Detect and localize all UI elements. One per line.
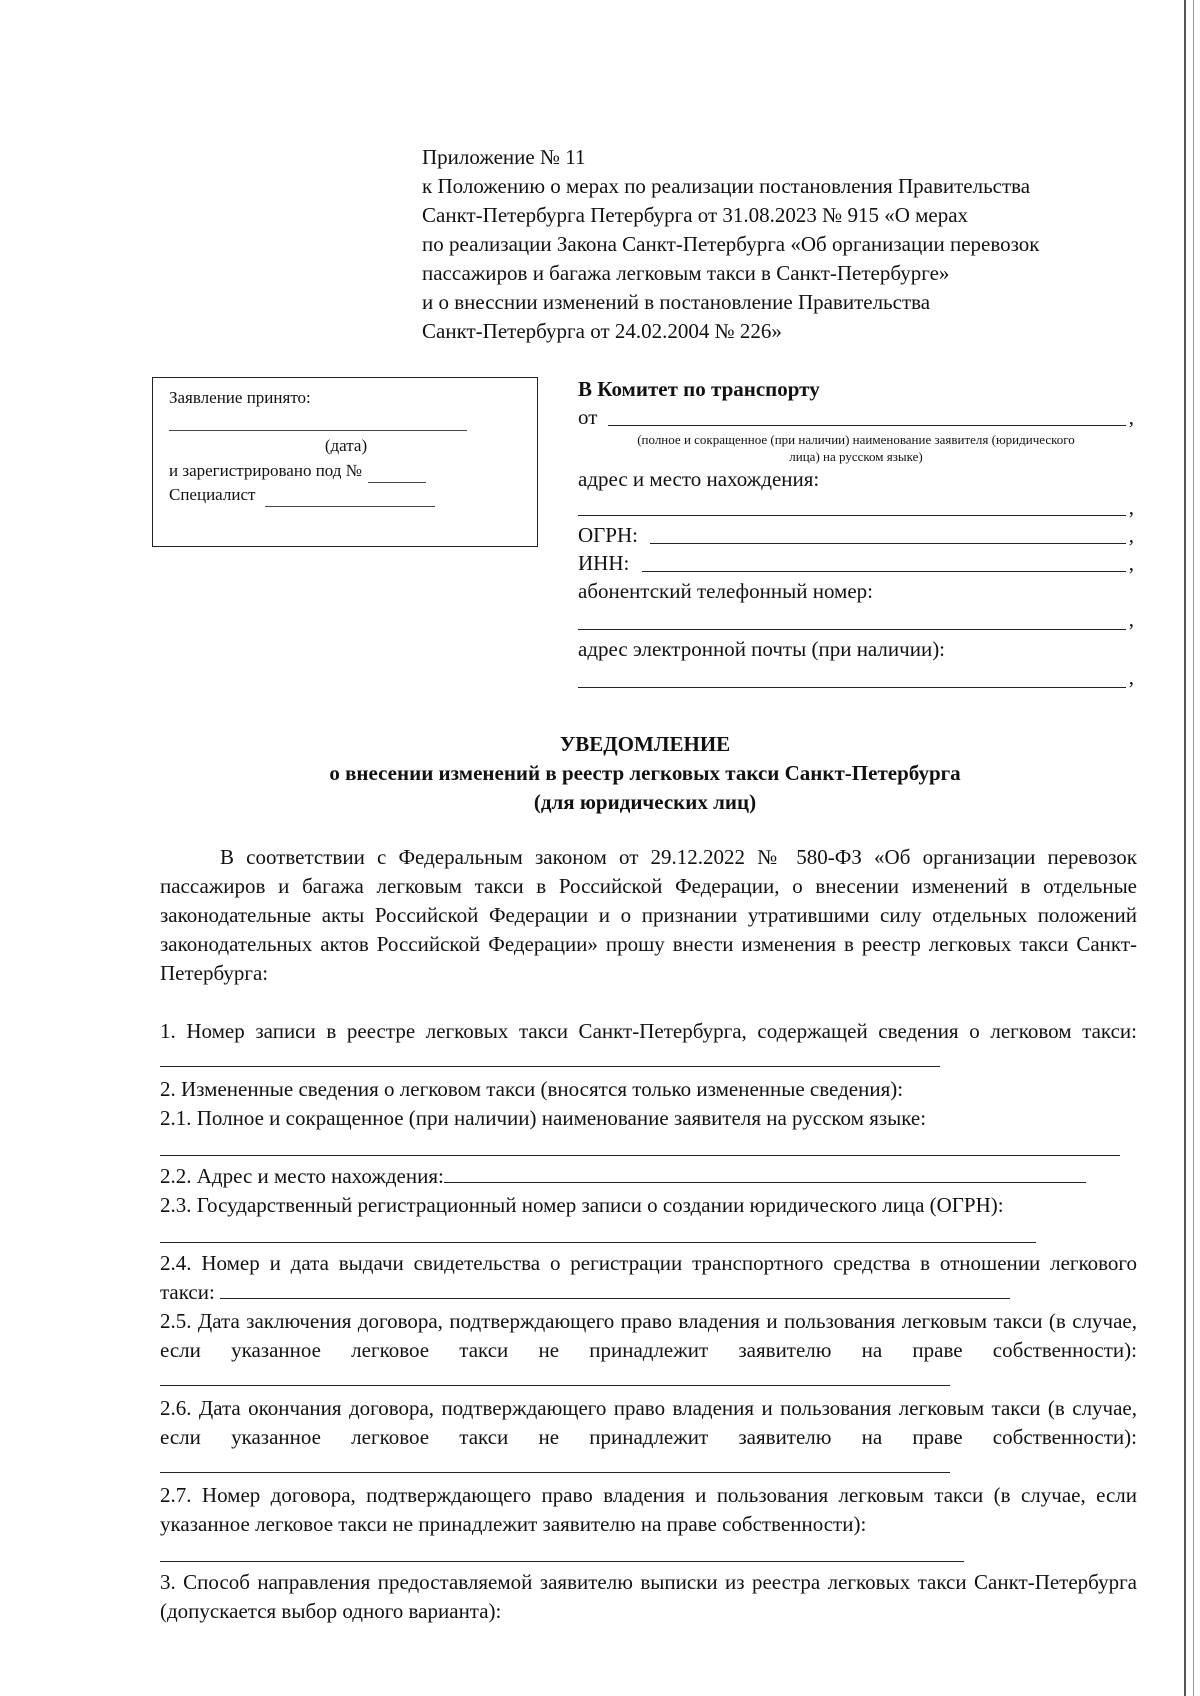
date-label: (дата) [324, 436, 368, 455]
item-2-4 [160, 1249, 1137, 1307]
inn-row [578, 549, 1134, 577]
intro-paragraph [160, 843, 1137, 988]
email-row [578, 663, 1134, 693]
item-2-4-text: 2.4. Номер и дата выдачи свидетельства о регистрации транспортного средства в отношении легкового такси: [160, 1251, 1137, 1304]
header-line: к Положению о мерах по реализации постановления Правительства [422, 174, 1031, 198]
notice-subtitle-2: (для юридических лиц) [533, 790, 757, 814]
phone-field[interactable] [578, 629, 1126, 630]
item-2-2-field[interactable] [444, 1162, 1086, 1183]
item-2-1-line [160, 1133, 1137, 1162]
addressee-block [578, 375, 1134, 693]
item-3: 3. Способ направления предоставляемой заявителю выписки из реестра легковых такси Санкт-Петербурга (допускается выбор одного варианта): [160, 1570, 1137, 1623]
header-line: пассажиров и багажа легковым такси в Санкт-Петербурге» [422, 261, 950, 285]
item-2-7-line [160, 1539, 1137, 1568]
item-2-7: 2.7. Номер договора, подтверждающего право владения и пользования легковым такси (в случае, если указанное легковое такси не принадлежит заявителю на праве собственности): [160, 1483, 1137, 1536]
date-line [169, 430, 467, 431]
item-2-6 [160, 1394, 1137, 1481]
item-1 [160, 1017, 1137, 1075]
scan-edge-outer [1193, 0, 1194, 1696]
item-2: 2. Измененные сведения о легковом такси (вносятся только измененные сведения): [160, 1077, 904, 1101]
appendix-header [422, 143, 1142, 346]
comma: , [1128, 495, 1134, 519]
item-1-text: 1. Номер записи в реестре легковых такси Санкт-Петербурга, содержащей сведения о легковом такси: [160, 1019, 1137, 1043]
comma: , [1128, 551, 1134, 575]
ogrn-label: ОГРН: [578, 523, 638, 547]
intro-text: В соответствии с Федеральным законом от 29.12.2022 № 580-ФЗ «Об организации перевозок пассажиров и багажа легковым такси в Российской Федерации, о внесении изменений в отдельные законодательные акты Российской Федерации и о признании утратившими силу отдельных положений законодательных актов Российской Федерации» прошу внести изменения в реестр легковых такси Санкт-Петербурга: [160, 845, 1137, 985]
item-2-5 [160, 1307, 1137, 1394]
registration-row [169, 459, 426, 483]
item-2-6-field[interactable] [160, 1452, 950, 1473]
item-2-5-text: 2.5. Дата заключения договора, подтверждающего право владения и пользования легковым такси (в случае, если указанное легковое такси не принадлежит заявителю на праве собственности): [160, 1309, 1137, 1362]
registered-label: и зарегистрировано под № [169, 461, 362, 480]
address-label: адрес и место нахождения: [578, 467, 820, 491]
comma: , [1128, 607, 1134, 631]
notice-subtitle: о внесении изменений в реестр легковых такси Санкт-Петербурга [329, 761, 961, 785]
address-field[interactable] [578, 515, 1126, 516]
items-list [160, 1017, 1137, 1626]
header-line: Приложение № 11 [422, 145, 586, 169]
header-line: по реализации Закона Санкт-Петербурга «Об организации перевозок [422, 232, 1040, 256]
header-line: и о внесснии изменений в постановление Правительства [422, 290, 931, 314]
from-row [578, 403, 1134, 431]
ogrn-field[interactable] [650, 543, 1126, 544]
phone-label: абонентский телефонный номер: [578, 579, 874, 603]
inn-label: ИНН: [578, 551, 630, 575]
acceptance-stamp-box [152, 377, 538, 547]
addressee-title: В Комитет по транспорту [578, 377, 820, 401]
from-hint-2: лица) на русском языке) [789, 449, 923, 464]
item-2-4-field[interactable] [220, 1278, 1010, 1299]
phone-row [578, 605, 1134, 635]
from-label: от [578, 405, 598, 429]
item-2-3: 2.3. Государственный регистрационный номер записи о создании юридического лица (ОГРН): [160, 1193, 1004, 1217]
item-2-7-field[interactable] [160, 1561, 964, 1562]
inn-field[interactable] [642, 571, 1126, 572]
item-2-2 [160, 1162, 1137, 1191]
item-2-1-field[interactable] [160, 1155, 1120, 1156]
comma: , [1128, 405, 1134, 429]
comma: , [1128, 665, 1134, 689]
acceptance-title: Заявление принято: [169, 388, 311, 407]
from-hint: (полное и сокращенное (при наличии) наименование заявителя (юридического [637, 432, 1075, 447]
specialist-row [169, 483, 435, 507]
item-2-3-field[interactable] [160, 1242, 1036, 1243]
scan-edge [1184, 0, 1186, 1696]
header-line: Санкт-Петербурга от 24.02.2004 № 226» [422, 319, 782, 343]
email-field[interactable] [578, 687, 1126, 688]
item-2-6-text: 2.6. Дата окончания договора, подтверждающего право владения и пользования легковым такси (в случае, если указанное легковое такси не принадлежит заявителю на праве собственности): [160, 1396, 1137, 1449]
header-line: Санкт-Петербурга Петербурга от 31.08.2023 № 915 «О мерах [422, 203, 969, 227]
item-2-5-field[interactable] [160, 1365, 950, 1386]
notice-title: УВЕДОМЛЕНИЕ [559, 732, 731, 756]
item-2-2-text: 2.2. Адрес и место нахождения: [160, 1164, 444, 1188]
notice-heading [150, 730, 1140, 817]
item-2-3-line [160, 1220, 1137, 1249]
specialist-label: Специалист [169, 485, 256, 504]
address-row [578, 493, 1134, 521]
email-label: адрес электронной почты (при наличии): [578, 637, 946, 661]
item-2-1: 2.1. Полное и сокращенное (при наличии) наименование заявителя на русском языке: [160, 1106, 927, 1130]
ogrn-row [578, 521, 1134, 549]
item-1-field[interactable] [160, 1046, 940, 1067]
specialist-field[interactable] [265, 488, 435, 507]
comma: , [1128, 523, 1134, 547]
applicant-name-field[interactable] [608, 425, 1126, 426]
registration-number-field[interactable] [368, 464, 426, 483]
